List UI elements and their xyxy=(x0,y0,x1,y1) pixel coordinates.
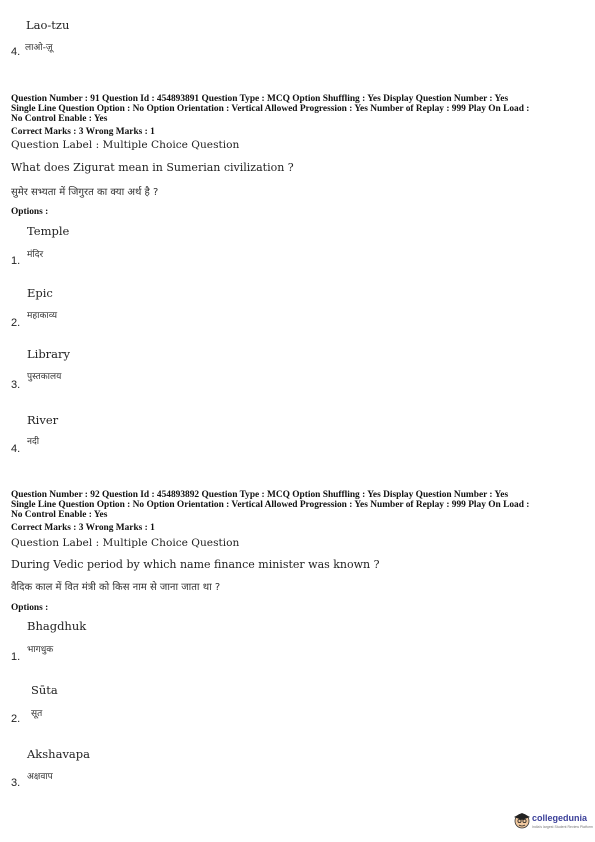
prev-option-4-english: Lao-tzu xyxy=(26,18,70,32)
q91-option-4-english: River xyxy=(27,413,59,427)
q91-meta-line-2: Single Line Question Option : No Option Orientation : Vertical Allowed Progression : Yes Number of Replay : 999 Play On Load : xyxy=(11,104,530,114)
q91-option-3-number: 3. xyxy=(11,379,21,391)
q91-option-2-hindi: महाकाव्य xyxy=(27,311,58,321)
q92-option-2-english: Sūta xyxy=(31,683,58,697)
q91-option-4-number: 4. xyxy=(11,443,21,455)
q92-question-label: Question Label : Multiple Choice Question xyxy=(11,537,240,549)
q91-question-text-hindi: सुमेर सभ्यता में जिगुरत का क्या अर्थ है ? xyxy=(11,187,159,198)
prev-option-4-hindi: लाओ-ज़ू xyxy=(25,43,53,53)
q92-question-text-hindi: वैदिक काल में वित मंत्री को किस नाम से जाना जाता था ? xyxy=(11,582,221,593)
q91-question-label: Question Label : Multiple Choice Question xyxy=(11,139,240,151)
q92-option-3-hindi: अक्षवाप xyxy=(27,772,53,782)
q92-option-1-english: Bhagdhuk xyxy=(27,619,87,633)
q92-option-3-number: 3. xyxy=(11,777,21,789)
q91-marks: Correct Marks : 3 Wrong Marks : 1 xyxy=(11,127,155,137)
q91-question-text-english: What does Zigurat mean in Sumerian civilization ? xyxy=(11,161,294,174)
prev-option-4-number: 4. xyxy=(11,46,21,58)
q91-options-heading: Options : xyxy=(11,207,49,217)
q91-option-2-english: Epic xyxy=(27,286,53,300)
q91-option-3-hindi: पुस्तकालय xyxy=(27,372,62,382)
q92-option-1-number: 1. xyxy=(11,651,21,663)
logo-tagline: India's largest Student Review Platform xyxy=(532,825,593,829)
q92-option-2-hindi: सूत xyxy=(31,709,43,719)
q91-option-1-english: Temple xyxy=(27,224,70,238)
q92-meta-line-1: Question Number : 92 Question Id : 454893892 Question Type : MCQ Option Shuffling : Yes Display Question Number : Yes xyxy=(11,490,509,500)
q92-marks: Correct Marks : 3 Wrong Marks : 1 xyxy=(11,523,155,533)
q91-meta-line-1: Question Number : 91 Question Id : 454893891 Question Type : MCQ Option Shuffling : Yes Display Question Number : Yes xyxy=(11,94,509,104)
q91-meta-line-3: No Control Enable : Yes xyxy=(11,114,108,124)
q91-option-1-number: 1. xyxy=(11,255,21,267)
q92-option-3-english: Akshavapa xyxy=(27,747,91,761)
q92-option-2-number: 2. xyxy=(11,713,21,725)
q91-option-4-hindi: नदी xyxy=(27,437,40,447)
logo-wordmark: collegedunia xyxy=(532,813,588,823)
q92-meta-line-2: Single Line Question Option : No Option Orientation : Vertical Allowed Progression : Yes Number of Replay : 999 Play On Load : xyxy=(11,500,530,510)
q92-question-text-english: During Vedic period by which name finance minister was known ? xyxy=(11,558,380,571)
q91-option-1-hindi: मंदिर xyxy=(27,250,44,260)
mascot-icon xyxy=(513,811,531,831)
q92-meta-line-3: No Control Enable : Yes xyxy=(11,510,108,520)
q91-option-2-number: 2. xyxy=(11,317,21,329)
collegedunia-logo xyxy=(513,811,591,835)
q92-option-1-hindi: भागधुक xyxy=(27,645,54,655)
q92-options-heading: Options : xyxy=(11,603,49,613)
q91-option-3-english: Library xyxy=(27,347,71,361)
